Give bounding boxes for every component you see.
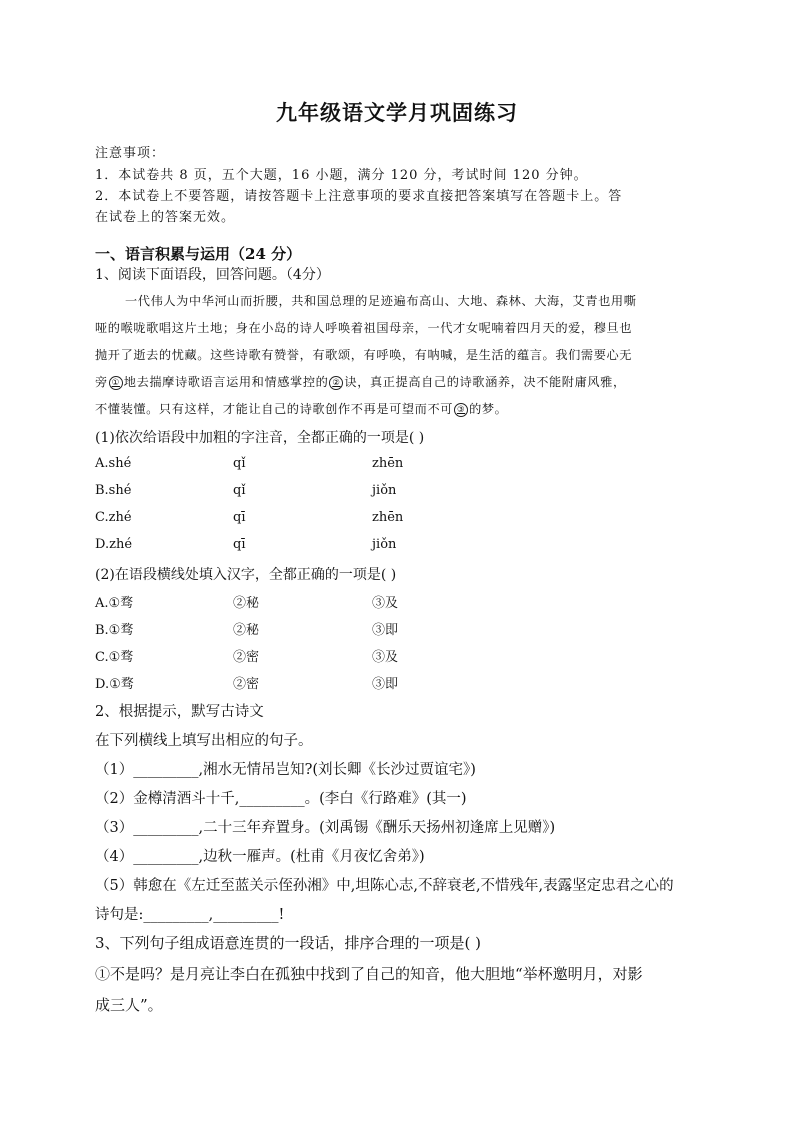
q2-item-1: （1）_________,湘水无情吊岂知?(刘长卿《长沙过贾谊宅》) — [95, 762, 476, 778]
option-b1: B.shé — [95, 483, 132, 498]
option-d1-col3: jiǒn — [372, 537, 397, 552]
blank-marker-1: ① — [109, 376, 123, 390]
q1-stem: 1、阅读下面语段，回答问题。（4分） — [95, 267, 330, 283]
passage-line-2: 哑的喉咙歌唱这片土地；身在小岛的诗人呼唤着祖国母亲，一代才女呢喃着四月天的爱，穆旦也 — [95, 321, 633, 335]
option-a2-col2: ②秘 — [233, 596, 260, 611]
option-a2: A.①骛 — [95, 596, 134, 611]
q3-sentence-1-cont: 成三人”。 — [95, 996, 163, 1014]
blank-marker-2: ② — [329, 376, 343, 390]
option-a1: A.shé — [95, 456, 132, 471]
page-title: 九年级语文学月巩固练习 — [276, 100, 518, 125]
passage-line-1: 一代伟人为中华河山而折腰，共和国总理的足迹遍布高山、大地、森林、大海，艾青也用嘶 — [125, 294, 637, 308]
option-a1-col3: zhēn — [372, 456, 404, 471]
passage-text: 诀，真正提高自己的诗歌涵养，决不能附庸风雅， — [344, 375, 626, 389]
passage-text: 地去揣摩诗歌语言运用和情感掌控的 — [123, 375, 329, 389]
q2-intro: 在下列横线上填写出相应的句子。 — [95, 733, 313, 749]
option-d2-col2: ②密 — [233, 677, 260, 692]
q2-item-2: （2）金樽清酒斗十千,_________。(李白《行路难》(其一) — [95, 791, 467, 807]
section-heading: 一、语言积累与运用（24 分） — [95, 245, 302, 263]
option-b1-col3: jiǒn — [372, 483, 397, 498]
option-b2-col2: ②秘 — [233, 623, 260, 638]
q2-item-5-cont: 诗句是:_________,_________! — [95, 907, 285, 923]
option-b2: B.①骛 — [95, 623, 134, 638]
passage-line-4 — [95, 373, 626, 390]
notice-heading: 注意事项： — [95, 146, 166, 161]
option-d1: D.zhé — [95, 537, 133, 552]
option-c2-col3: ③及 — [372, 650, 399, 665]
option-a1-col2: qǐ — [233, 456, 246, 471]
option-d2-col3: ③即 — [372, 677, 399, 692]
passage-text: 旁 — [95, 375, 108, 389]
q3-stem: 3、下列句子组成语意连贯的一段话，排序合理的一项是( ) — [95, 934, 482, 952]
option-d2: D.①骛 — [95, 677, 134, 692]
q3-sentence-1: ①不是吗？是月亮让李白在孤独中找到了自己的知音，他大胆地“举杯邀明月，对影 — [95, 965, 643, 983]
notice-item-2: 2．本试卷上不要答题，请按答题卡上注意事项的要求直接把答案填写在答题卡上。答 — [95, 189, 623, 204]
q1-sub1-stem: (1)依次给语段中加粗的字注音，全都正确的一项是( ) — [95, 430, 425, 446]
q2-item-4: （4）_________,边秋一雁声。(杜甫《月夜忆舍弟》) — [95, 849, 425, 865]
option-b1-col2: qǐ — [233, 483, 246, 498]
option-d1-col2: qī — [233, 537, 246, 552]
passage-text: 不懂装懂。只有这样，才能让自己的诗歌创作不再是可望而不可 — [95, 402, 454, 416]
passage-line-5 — [95, 400, 507, 417]
q2-item-5: （5）韩愈在《左迁至蓝关示侄孙湘》中,坦陈心志,不辞衰老,不惜残年,表露坚定忠君之心的 — [95, 878, 674, 894]
option-c1-col3: zhēn — [372, 510, 404, 525]
option-c1: C.zhé — [95, 510, 132, 525]
passage-text: 的梦。 — [469, 402, 508, 416]
option-c1-col2: qī — [233, 510, 246, 525]
notice-item-2-cont: 在试卷上的答案无效。 — [95, 210, 236, 225]
q2-item-3: （3）_________,二十三年弃置身。(刘禹锡《酬乐天扬州初逢席上见赠》) — [95, 820, 556, 836]
option-b2-col3: ③即 — [372, 623, 399, 638]
option-c2-col2: ②密 — [233, 650, 260, 665]
option-c2: C.①骛 — [95, 650, 134, 665]
option-a2-col3: ③及 — [372, 596, 399, 611]
notice-item-1: 1．本试卷共 8 页，五个大题，16 小题，满分 120 分，考试时间 120 分钟。 — [95, 168, 588, 183]
q1-sub2-stem: (2)在语段横线处填入汉字，全都正确的一项是( ) — [95, 567, 397, 583]
blank-marker-3: ③ — [454, 403, 468, 417]
passage-line-3: 抛开了逝去的忧藏。这些诗歌有赞誉，有歌颂，有呼唤，有呐喊，是生活的蕴言。我们需要心无 — [95, 348, 633, 362]
q2-stem: 2、根据提示，默写古诗文 — [95, 704, 264, 720]
